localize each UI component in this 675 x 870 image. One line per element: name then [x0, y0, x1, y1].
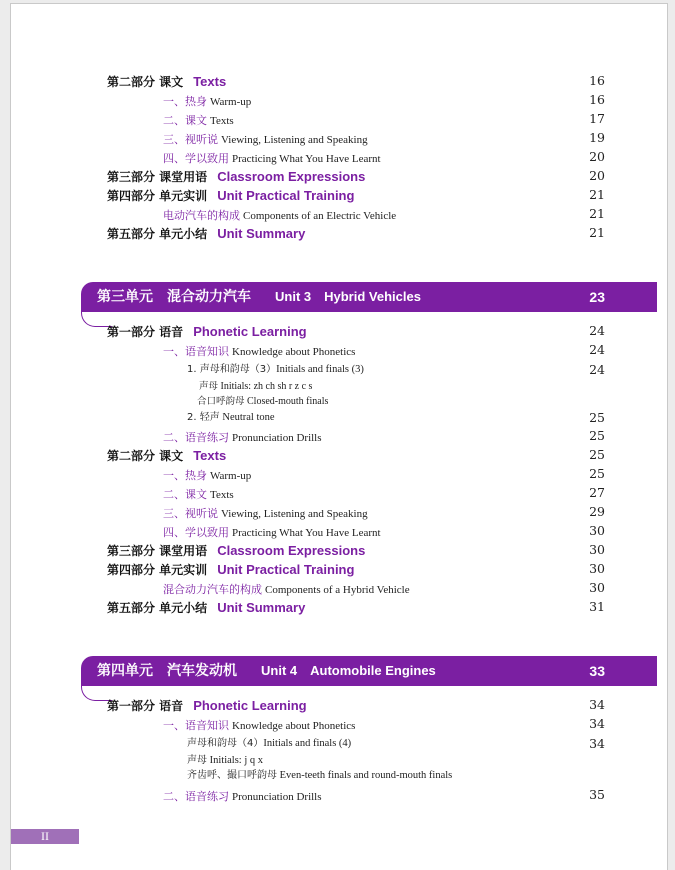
- toc-item-en: Initials and finals (3): [276, 364, 364, 375]
- toc-part-en: Phonetic Learning: [193, 698, 307, 713]
- toc-sub-zh: 一、语音知识: [163, 719, 229, 732]
- toc-part-row[interactable]: [11, 695, 667, 714]
- toc-sub-zh: 二、课文: [163, 114, 207, 127]
- toc-part-row[interactable]: [11, 597, 667, 616]
- toc-part-en: Unit Practical Training: [217, 562, 355, 577]
- toc-part-en: Classroom Expressions: [217, 543, 366, 558]
- toc-page-number: 25: [589, 410, 605, 425]
- toc-page-number: 35: [589, 787, 605, 802]
- unit-4-title-zh: 第四单元 汽车发动机: [97, 663, 237, 679]
- toc-page-number: 21: [589, 187, 605, 202]
- toc-item-en: Initials: zh ch sh r z c s: [220, 381, 313, 392]
- toc-item-row[interactable]: [11, 768, 667, 783]
- toc-sub-en: Warm-up: [210, 470, 252, 482]
- toc-sub-row[interactable]: [11, 128, 667, 147]
- toc-page-number: 34: [589, 716, 605, 731]
- toc-item-zh: 1. 声母和韵母（3）: [187, 364, 277, 375]
- toc-item-en: Even-teeth finals and round-mouth finals: [279, 770, 453, 781]
- toc-part-en: Unit Summary: [217, 600, 306, 615]
- toc-page-number: 30: [589, 523, 605, 538]
- toc-part-zh: 第四部分 单元实训: [107, 563, 208, 577]
- unit-4-page: 33: [589, 663, 605, 679]
- toc-part-row[interactable]: [11, 559, 667, 578]
- footer-page-number: II: [11, 829, 79, 844]
- toc-sub-en: Components of an Electric Vehicle: [243, 210, 397, 222]
- toc-page-number: 20: [589, 149, 605, 164]
- toc-sub-row[interactable]: [11, 578, 667, 597]
- toc-sub-zh: 一、语音知识: [163, 345, 229, 358]
- unit-4-title-en: Unit 4 Automobile Engines: [261, 663, 436, 678]
- toc-page-number: 30: [589, 561, 605, 576]
- toc-item-zh: 声母和韵母（4）: [187, 738, 264, 749]
- toc-page-number: 24: [589, 323, 605, 338]
- toc-sub-en: Practicing What You Have Learnt: [232, 527, 381, 539]
- toc-sub-en: Viewing, Listening and Speaking: [221, 508, 368, 520]
- toc-part-row[interactable]: [11, 223, 667, 242]
- toc-item-row[interactable]: [11, 753, 667, 768]
- toc-item-zh: 2. 轻声: [187, 412, 220, 423]
- toc-page-number: 31: [589, 599, 605, 614]
- toc-sub-row[interactable]: [11, 90, 667, 109]
- unit-3-title-en: Unit 3 Hybrid Vehicles: [275, 289, 421, 304]
- toc-page-number: 30: [589, 542, 605, 557]
- toc-sub-en: Viewing, Listening and Speaking: [221, 134, 368, 146]
- toc-part-zh: 第一部分 语音: [107, 325, 184, 339]
- toc-page-number: 34: [589, 697, 605, 712]
- toc-sub-row[interactable]: [11, 464, 667, 483]
- toc-sub-en: Knowledge about Phonetics: [232, 720, 356, 732]
- toc-sub-zh: 电动汽车的构成: [163, 209, 240, 222]
- toc-part-en: Texts: [193, 74, 227, 89]
- toc-part-zh: 第五部分 单元小结: [107, 227, 208, 241]
- toc-sub-en: Knowledge about Phonetics: [232, 346, 356, 358]
- toc-sub-zh: 二、语音练习: [163, 431, 229, 444]
- toc-page-number: 24: [589, 342, 605, 357]
- toc-part-en: Unit Summary: [217, 226, 306, 241]
- toc-part-row[interactable]: [11, 445, 667, 464]
- toc-item-row[interactable]: [11, 394, 667, 409]
- toc-page-number: 29: [589, 504, 605, 519]
- toc-page-number: 30: [589, 580, 605, 595]
- toc-part-row[interactable]: [11, 540, 667, 559]
- toc-sub-en: Texts: [210, 115, 234, 127]
- toc-page-number: 34: [589, 736, 605, 751]
- toc-page-number: 17: [589, 111, 605, 126]
- toc-sub-zh: 一、热身: [163, 469, 207, 482]
- toc-item-zh: 声母: [199, 381, 219, 392]
- toc-sub-row[interactable]: [11, 426, 667, 445]
- toc-item-en: Neutral tone: [222, 412, 275, 423]
- toc-part-zh: 第二部分 课文: [107, 75, 184, 89]
- toc-part-en: Unit Practical Training: [217, 188, 355, 203]
- toc-sub-zh: 二、课文: [163, 488, 207, 501]
- toc-sub-zh: 四、学以致用: [163, 152, 229, 165]
- toc-page-number: 21: [589, 225, 605, 240]
- toc-sub-en: Pronunciation Drills: [232, 791, 322, 803]
- toc-page-number: 24: [589, 362, 605, 377]
- toc-sub-zh: 一、热身: [163, 95, 207, 108]
- toc-page-number: 27: [589, 485, 605, 500]
- toc-sub-row[interactable]: [11, 521, 667, 540]
- toc-item-row[interactable]: [11, 408, 667, 427]
- toc-part-en: Classroom Expressions: [217, 169, 366, 184]
- toc-sub-zh: 三、视听说: [163, 133, 218, 146]
- toc-sub-row[interactable]: [11, 109, 667, 128]
- toc-sub-en: Components of a Hybrid Vehicle: [265, 584, 410, 596]
- toc-sub-en: Pronunciation Drills: [232, 432, 322, 444]
- toc-sub-row[interactable]: [11, 714, 667, 733]
- unit-4-header[interactable]: [81, 656, 657, 686]
- toc-sub-en: Practicing What You Have Learnt: [232, 153, 381, 165]
- toc-item-en: Initials: j q x: [209, 755, 263, 766]
- unit-3-page: 23: [589, 289, 605, 305]
- toc-sub-row[interactable]: [11, 204, 667, 223]
- toc-page-number: 16: [589, 92, 605, 107]
- toc-sub-zh: 二、语音练习: [163, 790, 229, 803]
- toc-page-number: 16: [589, 73, 605, 88]
- unit-3-title-zh: 第三单元 混合动力汽车: [97, 289, 251, 305]
- toc-item-en: Closed-mouth finals: [247, 396, 329, 407]
- toc-sub-zh: 四、学以致用: [163, 526, 229, 539]
- toc-part-en: Texts: [193, 448, 227, 463]
- toc-sub-en: Texts: [210, 489, 234, 501]
- toc-sub-row[interactable]: [11, 147, 667, 166]
- toc-page-number: 21: [589, 206, 605, 221]
- toc-part-zh: 第三部分 课堂用语: [107, 544, 208, 558]
- toc-part-zh: 第一部分 语音: [107, 699, 184, 713]
- toc-part-zh: 第三部分 课堂用语: [107, 170, 208, 184]
- toc-sub-row[interactable]: [11, 340, 667, 359]
- toc-sub-zh: 三、视听说: [163, 507, 218, 520]
- toc-part-zh: 第五部分 单元小结: [107, 601, 208, 615]
- toc-item-row[interactable]: [11, 360, 667, 379]
- toc-page: [10, 3, 668, 870]
- toc-item-row[interactable]: [11, 379, 667, 394]
- toc-sub-row[interactable]: [11, 502, 667, 521]
- toc-page-number: 19: [589, 130, 605, 145]
- toc-part-zh: 第四部分 单元实训: [107, 189, 208, 203]
- toc-sub-zh: 混合动力汽车的构成: [163, 583, 262, 596]
- toc-part-row[interactable]: [11, 166, 667, 185]
- toc-item-row[interactable]: [11, 734, 667, 753]
- toc-part-zh: 第二部分 课文: [107, 449, 184, 463]
- toc-item-zh: 齐齿呼、撮口呼韵母: [187, 770, 277, 781]
- toc-sub-row[interactable]: [11, 483, 667, 502]
- toc-sub-en: Warm-up: [210, 96, 252, 108]
- toc-page-number: 20: [589, 168, 605, 183]
- toc-part-en: Phonetic Learning: [193, 324, 307, 339]
- toc-part-row[interactable]: [11, 71, 667, 90]
- toc-page-number: 25: [589, 428, 605, 443]
- unit-3-header[interactable]: [81, 282, 657, 312]
- toc-sub-row[interactable]: [11, 785, 667, 804]
- toc-item-zh: 声母: [187, 755, 207, 766]
- toc-part-row[interactable]: [11, 321, 667, 340]
- toc-page-number: 25: [589, 447, 605, 462]
- toc-item-zh: 合口呼韵母: [197, 396, 245, 407]
- toc-item-en: Initials and finals (4): [263, 738, 352, 749]
- toc-part-row[interactable]: [11, 185, 667, 204]
- toc-page-number: 25: [589, 466, 605, 481]
